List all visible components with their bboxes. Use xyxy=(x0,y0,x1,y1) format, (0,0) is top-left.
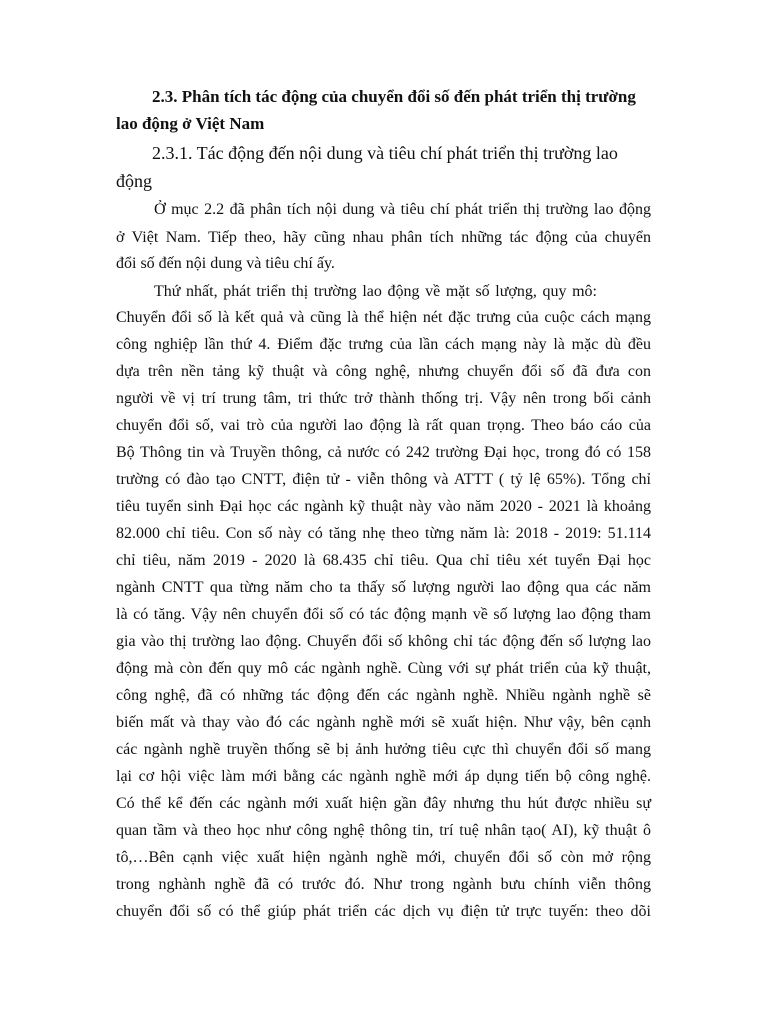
subsection-title-line-2: động xyxy=(116,171,152,191)
paragraph-2-line: người về vị trí trung tâm, tri thức trở thành thống trị. Vậy nên trong bối cảnh xyxy=(116,390,651,407)
paragraph-1-line: đổi số đến nội dung và tiêu chí ấy. xyxy=(116,255,335,272)
paragraph-2-line: Chuyển đổi số là kết quả và cũng là thể hiện nét đặc trưng của cuộc cách mạng xyxy=(116,309,651,326)
section-heading-continued xyxy=(116,111,651,137)
paragraph-2-line: ngành CNTT qua từng năm cho ta thấy số lượng người lao động qua các năm xyxy=(116,579,651,596)
paragraph-2-line: quan tầm và theo học như công nghệ thông tin, trí tuệ nhân tạo( AI), kỹ thuật ô xyxy=(116,822,651,839)
paragraph-2-line: các ngành nghề truyền thống sẽ bị ảnh hưởng tiêu cực thì chuyển đổi số mang xyxy=(116,741,651,758)
paragraph-2-line: công nghệ, đã có những tác động đến các ngành nghề. Nhiều ngành nghề sẽ xyxy=(116,687,651,704)
paragraph-1-line: ở Việt Nam. Tiếp theo, hãy cũng nhau phân tích những tác động của chuyển xyxy=(116,229,651,246)
paragraph-2-line: trong nghành nghề đã có trước đó. Như trong ngành bưu chính viễn thông xyxy=(116,876,651,893)
subsection-heading-continued xyxy=(116,166,651,196)
paragraph-2-line: là có tăng. Vậy nên chuyển đổi số có tác động mạnh về số lượng lao động tham xyxy=(116,606,651,623)
section-title-line-2: lao động ở Việt Nam xyxy=(116,114,265,133)
paragraph-2-line: Bộ Thông tin và Truyền thông, cả nước có 242 trường Đại học, trong đó có 158 xyxy=(116,444,651,461)
paragraph-2-line: chuyển đổi số, vai trò của người lao động là rất quan trọng. Theo báo cáo của xyxy=(116,417,651,434)
paragraph-2-line: tô,…Bên cạnh việc xuất hiện ngành nghề mới, chuyển đổi số còn mở rộng xyxy=(116,849,651,866)
paragraph-2-line: Thứ nhất, phát triển thị trường lao động về mặt số lượng, quy mô: xyxy=(154,283,597,300)
section-title-line-1: 2.3. Phân tích tác động của chuyển đổi số đến phát triển thị trường xyxy=(152,87,636,106)
paragraph-2-line: công nghiệp lần thứ 4. Điểm đặc trưng của lần cách mạng này là mặc dù đều xyxy=(116,336,651,353)
section-heading xyxy=(116,84,651,110)
paragraph-2-line: động mà còn đến quy mô các ngành nghề. Cùng với sự phát triển của kỹ thuật, xyxy=(116,660,651,677)
paragraph-2-line: biến mất và thay vào đó các ngành nghề mới sẽ xuất hiện. Như vậy, bên cạnh xyxy=(116,714,651,731)
paragraph-2-line: trường có đào tạo CNTT, điện tử - viễn thông và ATTT ( tỷ lệ 65%). Tổng chỉ xyxy=(116,471,651,488)
paragraph-2-line: tiêu tuyển sinh Đại học các ngành kỹ thuật này vào năm 2020 - 2021 là khoảng xyxy=(116,498,651,515)
paragraph-2-line: gia vào thị trường lao động. Chuyển đổi số không chỉ tác động đến số lượng lao xyxy=(116,633,651,650)
subsection-title-line-1: 2.3.1. Tác động đến nội dung và tiêu chí phát triển thị trường lao xyxy=(152,143,618,163)
paragraph-2-line: 82.000 chỉ tiêu. Con số này có tăng nhẹ theo từng năm là: 2018 - 2019: 51.114 xyxy=(116,525,651,542)
subsection-heading xyxy=(116,138,651,168)
paragraph-2-line: Có thể kể đến các ngành mới xuất hiện gần đây nhưng thu hút được nhiều sự xyxy=(116,795,651,812)
paragraph-1-line: Ở mục 2.2 đã phân tích nội dung và tiêu chí phát triển thị trường lao động xyxy=(154,201,651,218)
paragraph-2-line: lại cơ hội việc làm mới bằng các ngành nghề mới áp dụng tiến bộ công nghệ. xyxy=(116,768,651,785)
paragraph-2-line: dựa trên nền tảng kỹ thuật và công nghệ, nhưng chuyển đổi số đã đưa con xyxy=(116,363,651,380)
paragraph-2-line: chỉ tiêu, năm 2019 - 2020 là 68.435 chỉ tiêu. Qua chỉ tiêu xét tuyển Đại học xyxy=(116,552,651,569)
paragraph-2-line: chuyển đổi số có thể giúp phát triển các dịch vụ điện tử trực tuyến: theo dõi xyxy=(116,903,651,920)
